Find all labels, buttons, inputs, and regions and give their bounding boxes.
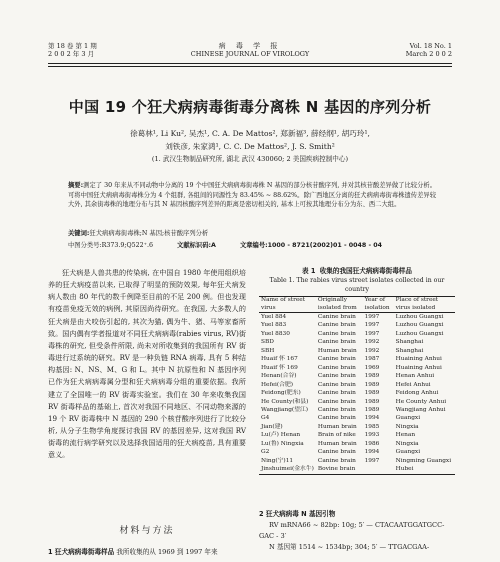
cell-place: Luzhou Guangxi — [395, 330, 444, 337]
cell-place: Huaining Anhui — [395, 356, 442, 363]
cell-year: 1992 — [364, 347, 380, 354]
cell-source: Human brain — [317, 440, 357, 447]
cell-virus-name: Lu(鲁) Ningxia — [261, 440, 304, 447]
cell-virus-name: SBD — [261, 339, 274, 346]
subsection-materials — [48, 546, 258, 556]
cell-place: Luzhou Guangxi — [395, 314, 444, 320]
cell-place: Huaining Anhui — [395, 364, 442, 371]
cell-place: He County Anhui — [395, 398, 447, 405]
cell-virus-name: Jinshuimei(金水牛) — [261, 466, 314, 473]
cell-place: Ningxia — [395, 440, 419, 447]
keywords-text: 狂犬病病毒街毒株;N 基因;核苷酸序列分析 — [89, 230, 209, 237]
cell-place: Ningxia — [395, 423, 419, 430]
cell-year: 1989 — [364, 390, 380, 397]
cell-virus-name: Yuel 884 — [261, 314, 287, 320]
column-header-place: Place of street virus isolated — [395, 297, 439, 311]
cell-place: Hefei Anhui — [395, 381, 431, 388]
table-body — [259, 313, 455, 475]
subsection-2-heading — [259, 509, 459, 520]
table-row — [259, 398, 455, 406]
body-right-column — [259, 267, 455, 475]
cell-year: 1992 — [364, 339, 380, 346]
running-header — [48, 42, 452, 64]
subsection-1-label: 1 狂犬病病毒街毒样品 — [48, 548, 115, 556]
cell-source: Canine brain — [317, 449, 356, 456]
body-paragraph: 狂犬病是人兽共患的传染病, 在中国自 1980 年使用组织培养的狂犬病疫苗以来, 已取得了明显的预防效果, 每年狂犬病发病人数由 80 年代的数千例降至目前的不足 200 例。但也发现有疫苗免疫无效的病例, 其原因尚待研究。在我国, 大多数人的狂犬病是由犬咬伤引起的, 其次为猫, 偶为牛、猪、马等家畜所致。国内偶有学者报道对不同狂犬病病毒(rabies virus, RV)街毒株的研究, 但受条件所限, 尚未对所收集到的我国所有 RV 街毒进行过系统的研究。RV 是一种负链 RNA 病毒, 具有 5 种结构基因: N、NS、M、G 和 L。其中 N 抗原性和 N 基因序列已作为狂犬病病毒属分型和狂犬病病毒分组的重要依据。我所建立了全国唯一的 RV 街毒实验室。我们在 30 年来收集我国 RV 街毒样品的基础上, 首次对我国不同地区、不同动物来源的 19 个 RV 街毒株中 N 基因的 290 个核苷酸序列进行了比较分析, 从分子生物学角度探讨我国 RV 的基因差异, 这对我国 RV 街毒的流行病学研究以及选择我国适用的狂犬病疫苗, 具有重要意义。 — [48, 268, 246, 460]
journal-name-en: CHINESE JOURNAL OF VIROLOGY — [190, 50, 310, 58]
table-caption-cn — [259, 267, 455, 276]
article-number-label: 文章编号: — [239, 242, 268, 249]
cell-virus-name: Huaif 怀 169 — [261, 364, 298, 371]
cell-virus-name: He County(和县) — [261, 398, 309, 405]
cell-source: Canine brain — [317, 330, 356, 337]
document-code — [177, 242, 216, 249]
column-header-name: Name of street virus — [261, 297, 306, 311]
volume-issue-cn: 第 18 卷 第 1 期 — [48, 42, 97, 50]
table-row — [259, 440, 455, 448]
cell-virus-name: Feidong(肥东) — [261, 390, 301, 397]
cell-place: Guangxi — [395, 449, 421, 456]
body-left-column — [48, 267, 246, 462]
table-caption-text: 收集的我国狂犬病病毒街毒样品 — [319, 267, 412, 275]
street-virus-table — [259, 296, 455, 475]
keywords — [68, 229, 436, 238]
table-row — [259, 330, 455, 338]
cell-source: Canine brain — [317, 314, 356, 320]
cell-place: Ningming Guangxi — [395, 457, 452, 464]
classification-line — [68, 241, 436, 250]
cell-year: 1997 — [364, 314, 380, 320]
table-row — [259, 381, 455, 389]
cell-virus-name: Yuel 8830 — [261, 330, 290, 337]
cell-source: Canine brain — [317, 415, 356, 422]
cell-virus-name: Wangjiang(望江) — [261, 406, 309, 413]
cell-virus-name: Lu(卢) Henan — [261, 432, 301, 439]
header-rule-thin — [48, 66, 452, 67]
cell-source: Canine brain — [317, 398, 356, 405]
column-header-year: Year of isolation — [364, 297, 390, 311]
authors-line-1: 徐葛林¹, Li Ku², 吴杰¹, C. A. De Mattos², 郑新福³, 薛经纲¹, 胡巧玲¹, — [130, 129, 370, 138]
cell-year: 1997 — [364, 322, 380, 329]
table-row — [259, 389, 455, 397]
cell-source: Human brain — [317, 423, 357, 430]
cell-source: Canine brain — [317, 406, 356, 413]
column-header-source: Originally isolated from — [317, 297, 357, 311]
article-title: 中国 19 个狂犬病病毒街毒分离株 N 基因的序列分析 — [68, 98, 432, 116]
cell-year: 1986 — [364, 440, 380, 447]
table-header — [259, 297, 455, 313]
keywords-label: 关键词: — [68, 230, 90, 237]
cell-year: 1987 — [364, 356, 380, 363]
cell-year: 1985 — [364, 423, 380, 430]
cell-year: 1989 — [364, 398, 380, 405]
cell-source: Canine brain — [317, 339, 356, 346]
subsection-primers — [259, 509, 459, 553]
cell-year: 1989 — [364, 373, 380, 380]
table-row — [259, 414, 455, 422]
table-row — [259, 372, 455, 380]
issue-info-en — [406, 42, 452, 58]
document-code-value: A — [211, 242, 216, 249]
cell-year: 1989 — [364, 381, 380, 388]
cell-virus-name: SBH — [261, 347, 275, 354]
cell-place: Wangjiang Anhui — [395, 406, 446, 413]
cell-year: 1994 — [364, 449, 380, 456]
affiliation: (1. 武汉生物制品研究所, 湖北 武汉 430060; 2 美国疾病控制中心) — [151, 155, 349, 163]
table-row — [259, 457, 455, 465]
primer-line-1: RV mRNA66 ~ 82bp: 10g; 5′ — CTACAATGGATGCC- — [269, 521, 445, 529]
cell-source: Human brain — [317, 347, 357, 354]
cell-source: Canine brain — [317, 322, 356, 329]
table-row — [259, 347, 455, 355]
cell-place: Shanghai — [395, 347, 424, 354]
cell-source: Brain of nike — [317, 432, 356, 439]
cell-virus-name: Hefei(合肥) — [261, 381, 294, 388]
cell-place: Luzhou Guangxi — [395, 322, 444, 329]
date-cn: 2 0 0 2 年 3 月 — [48, 50, 95, 58]
clc-number: 中图分类号:R373.9;Q522⁺.6 — [68, 242, 154, 249]
cell-place: Henan Anhui — [395, 373, 435, 380]
abstract — [68, 181, 436, 210]
cell-year: 1969 — [364, 364, 380, 371]
primer-line-3: N 基因第 1514 ~ 1534bp; 304; 5′ — TTGACGAA- — [269, 543, 430, 551]
cell-year: 1997 — [364, 330, 380, 337]
cell-year — [363, 465, 394, 474]
authors-line-2: 刘铁彦, 朱家鸿¹, C. C. De Mattos², J. S. Smith² — [165, 142, 335, 151]
cell-source: Canine brain — [317, 457, 356, 464]
cell-source: Bovine brain — [317, 466, 356, 473]
table-row — [259, 423, 455, 431]
subsection-1-text: 我所收集的从 1969 到 1997 年来 — [114, 548, 218, 556]
cell-year: 1997 — [364, 457, 380, 464]
cell-source: Canine brain — [317, 364, 356, 371]
cell-source: Canine brain — [317, 390, 356, 397]
table-caption-en: Table 1. The rabies virus street isolates collected in our country — [269, 277, 445, 293]
abstract-label: 摘要: — [68, 182, 84, 189]
table-row — [259, 364, 455, 372]
table-row — [259, 448, 455, 456]
volume-issue-en: Vol. 18 No. 1 — [409, 42, 452, 50]
table-row — [259, 313, 455, 322]
abstract-text: 测定了 30 年来从不同动物中分离的 19 个中国狂犬病病毒街毒株 N 基因的部分核苷酸序列, 并对其核苷酸差异做了比较分析。可将中国狂犬病病毒街毒株分为 4 个组群, 各组间的同源性为 83.45% ~ 88.62%。除广西地区分离的狂犬病病毒街毒株遗传差异较大外, 其余街毒株的地理分布与其 N 基因核酸序列差异的距离是密切相关的, 基本上可按其地理分布分为东、西二大组。 — [68, 182, 436, 209]
subsection-2-label: 2 狂犬病病毒 N 基因引物 — [259, 510, 336, 518]
article-number — [240, 242, 382, 249]
cell-year: 1989 — [364, 406, 380, 413]
cell-source: Canine brain — [317, 356, 356, 363]
journal-name — [48, 42, 452, 58]
cell-year: 1993 — [364, 432, 380, 439]
cell-year: 1994 — [364, 415, 380, 422]
table-row — [259, 338, 455, 346]
cell-virus-name: Ning(宁)11 — [261, 457, 294, 464]
cell-virus-name: Jian(建) — [261, 423, 283, 430]
section-title: 材料与方法 — [119, 526, 175, 536]
header-rule-thick — [48, 63, 452, 64]
table-row — [259, 406, 455, 414]
cell-place: Hubei — [395, 466, 414, 473]
cell-virus-name: Yuel 883 — [261, 322, 287, 329]
table-row — [259, 431, 455, 439]
date-en: March 2 0 0 2 — [405, 50, 452, 58]
primer-line-2: GAC - 3′ — [259, 532, 287, 540]
table-caption-label: 表 1 — [302, 267, 316, 275]
cell-place: Henan — [395, 432, 416, 439]
table-row — [259, 321, 455, 329]
cell-place: Guangxi — [395, 415, 421, 422]
document-code-label: 文献标识码: — [177, 242, 212, 249]
article-number-value: 1000 - 8721(2002)01 - 0048 - 04 — [267, 242, 383, 249]
cell-place: Feidong Anhui — [395, 390, 439, 397]
cell-source: Canine brain — [317, 381, 356, 388]
table-row — [259, 355, 455, 363]
cell-virus-name: G2 — [261, 449, 270, 456]
cell-virus-name: Huaif 怀 167 — [261, 356, 298, 363]
cell-source: Canine brain — [317, 373, 356, 380]
cell-place: Shanghai — [395, 339, 424, 346]
cell-virus-name: Henan(合谷) — [261, 373, 297, 380]
journal-name-cn: 病 毒 学 报 — [218, 42, 282, 50]
author-list — [60, 127, 440, 153]
table-row — [259, 465, 455, 474]
cell-virus-name: G4 — [261, 415, 270, 422]
